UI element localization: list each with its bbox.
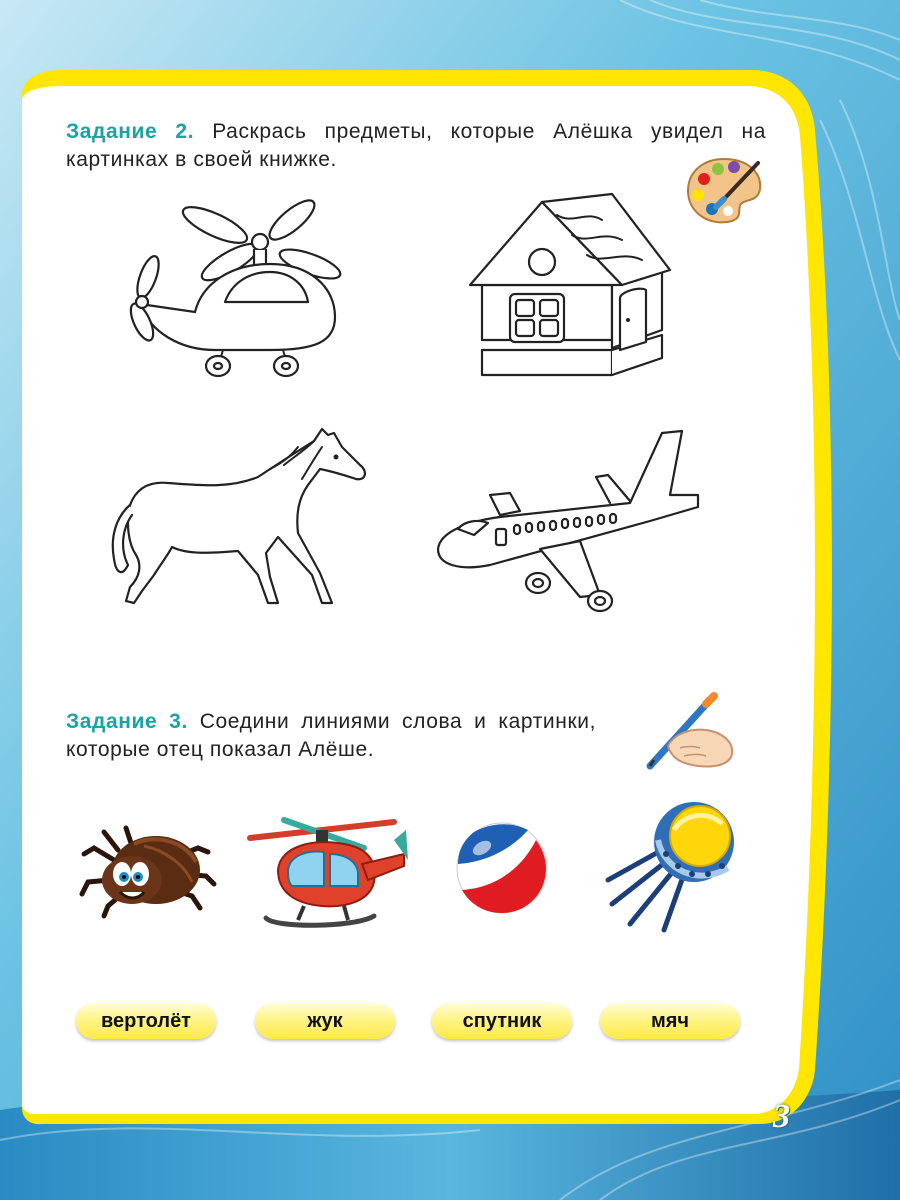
ball-picture (452, 818, 552, 918)
task-2-label: Задание 2. (66, 120, 195, 143)
palette-icon (684, 155, 764, 225)
word-card-satellite[interactable]: спутник (432, 1003, 572, 1039)
task-3-label: Задание 3. (66, 710, 188, 733)
word-card-helicopter[interactable]: вертолёт (76, 1003, 216, 1039)
word-card-ball[interactable]: мяч (600, 1003, 740, 1039)
task-3-instruction (66, 708, 596, 764)
horse-outline (98, 425, 373, 615)
word-card-beetle[interactable]: жук (255, 1003, 395, 1039)
toy-helicopter-picture (244, 800, 409, 935)
task-3-text: Соедини линиями слова и картинки, которые отец показал Алёше. (66, 710, 597, 761)
helicopter-outline (120, 192, 350, 387)
satellite-picture (604, 800, 744, 935)
airplane-outline (430, 425, 705, 620)
pencil-hand-icon (640, 690, 740, 770)
house-outline (462, 190, 677, 385)
beetle-picture (74, 820, 224, 920)
task-2-text: Раскрась предметы, которые Алёшка увидел на картинках в своей книжке. (66, 120, 767, 171)
task-2-instruction (66, 118, 766, 174)
page-number: 3 (773, 1098, 790, 1135)
